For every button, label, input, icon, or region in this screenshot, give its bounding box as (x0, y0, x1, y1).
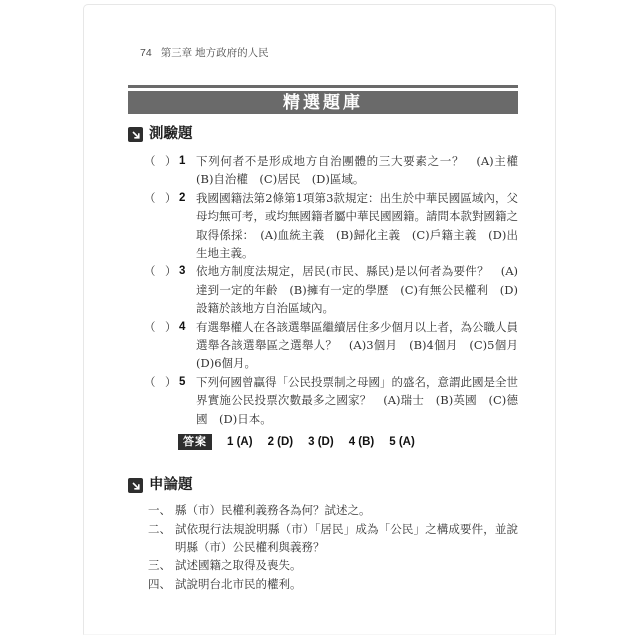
answer-blank: （ ） (144, 319, 176, 334)
question-row (128, 262, 518, 317)
answer-key-badge: 答案 (178, 434, 212, 450)
question-row (128, 189, 518, 263)
answer-blank: （ ） (144, 154, 176, 168)
answer-key-row (178, 434, 518, 450)
essay-item (128, 575, 518, 593)
question-text: 下列何國曾贏得「公民投票制之母國」的盛名，意謂此國是全世界實施公民投票次數最多之國家？ (A)瑞士 (B)英國 (C)德國 (D)日本。 (196, 374, 518, 426)
question-number: 2 (179, 191, 186, 204)
answer-item: 5 (A) (389, 436, 415, 449)
question-text: 依地方制度法規定，居民(市民、縣民)是以何者為要件？ (A)達到一定的年齡 (B)擁有一定的學歷 (C)有無公民權利 (D)設籍於該地方自治區域內。 (196, 264, 518, 316)
essay-text: 試依現行法規說明縣（市）「居民」成為「公民」之構成要件，並說明縣（市）公民權利與義務？ (175, 521, 518, 554)
running-header (128, 47, 518, 60)
question-text: 下列何者不是形成地方自治團體的三大要素之一？ (A)主權 (B)自治權 (C)居民 (D)區域。 (196, 154, 530, 187)
question-row (128, 373, 518, 428)
quiz-section-title: 測驗題 (149, 126, 193, 142)
banner-top-rule (128, 85, 518, 88)
question-text: 有選舉權人在各該選舉區繼續居住多少個月以上者，為公職人員選舉各該選舉區之選舉人？ (A)3個月 (B)4個月 (C)5個月 (D)6個月。 (196, 319, 530, 371)
essay-number: 四、 (148, 576, 171, 591)
arrow-down-right-icon (128, 127, 143, 142)
answer-item: 2 (D) (267, 436, 294, 449)
essay-number: 一、 (148, 503, 171, 518)
question-row (128, 318, 530, 373)
answer-item: 1 (A) (227, 436, 253, 449)
question-row (128, 152, 530, 189)
essay-number: 二、 (148, 521, 171, 536)
question-number: 4 (179, 320, 186, 333)
question-text: 我國國籍法第2條第1項第3款規定：出生於中華民國區域內，父母均無可考，或均無國籍者屬中華民國國籍。請問本款對國籍之取得係採： (A)血統主義 (B)歸化主義 (C)戶籍主義 (D)出生地主義。 (196, 190, 518, 261)
answer-item: 3 (D) (308, 436, 334, 449)
essay-number: 三、 (148, 558, 171, 573)
essay-item (128, 556, 518, 574)
essay-item (128, 501, 518, 519)
answer-blank: （ ） (144, 190, 176, 205)
question-list (128, 152, 530, 428)
essay-section-header (128, 477, 518, 494)
essay-section-title: 申論題 (149, 477, 193, 494)
answer-blank: （ ） (144, 264, 176, 279)
book-page (83, 4, 556, 635)
banner-title: 精選題庫 (128, 91, 518, 114)
answer-item: 4 (B) (348, 436, 375, 449)
answer-blank: （ ） (144, 374, 176, 389)
question-number: 1 (179, 155, 186, 167)
section-banner (128, 85, 518, 114)
arrow-down-right-icon (128, 478, 143, 493)
essay-text: 縣（市）民權利義務各為何？試述之。 (175, 503, 371, 518)
essay-text: 試述國籍之取得及喪失。 (175, 558, 302, 573)
essay-text: 試說明台北市民的權利。 (175, 576, 302, 591)
page-content (128, 5, 530, 593)
question-number: 5 (179, 375, 186, 388)
quiz-section-header (128, 126, 518, 143)
essay-item (128, 520, 518, 557)
essay-list (128, 501, 518, 593)
chapter-title: 第三章 地方政府的人民 (160, 47, 269, 59)
page-number: 74 (140, 47, 152, 59)
question-number: 3 (179, 265, 186, 278)
